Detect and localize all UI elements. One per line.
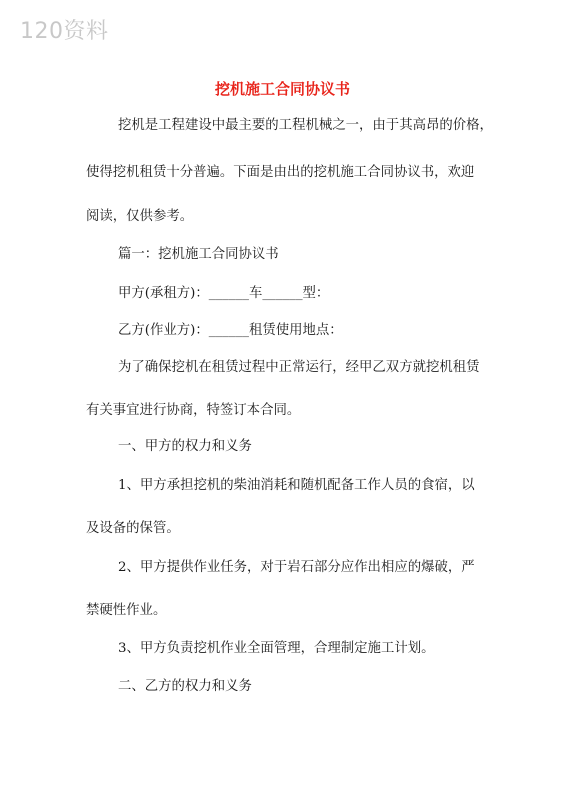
- watermark-logo: 120资料: [20, 19, 109, 44]
- clause-line: 禁硬性作业。: [86, 603, 167, 618]
- paragraph-line: 为了确保挖机在租赁过程中正常运行，经甲乙双方就挖机租赁: [118, 360, 480, 375]
- clause-line: 3、甲方负责挖机作业全面管理，合理制定施工计划。: [118, 641, 435, 656]
- paragraph-line: 阅读，仅供参考。: [86, 209, 194, 224]
- clause-line: 及设备的保管。: [86, 521, 180, 536]
- document-title: 挖机施工合同协议书: [214, 80, 350, 98]
- clause-line: 2、甲方提供作业任务，对于岩石部分应作出相应的爆破，严: [118, 560, 475, 575]
- section-heading: 篇一：挖机施工合同协议书: [118, 247, 279, 262]
- section-heading: 一、甲方的权力和义务: [118, 439, 252, 454]
- clause-line: 1、甲方承担挖机的柴油消耗和随机配备工作人员的食宿，以: [118, 478, 475, 493]
- paragraph-line: 有关事宜进行协商，特签订本合同。: [86, 403, 301, 418]
- party-a-line: 甲方(承租方)：______车______型：: [118, 286, 330, 301]
- paragraph-line: 挖机是工程建设中最主要的工程机械之一，由于其高昂的价格，: [118, 118, 493, 133]
- section-heading: 二、乙方的权力和义务: [118, 679, 252, 694]
- party-b-line: 乙方(作业方)：______租赁使用地点：: [118, 323, 343, 338]
- paragraph-line: 使得挖机租赁十分普遍。下面是由出的挖机施工合同协议书，欢迎: [86, 165, 475, 180]
